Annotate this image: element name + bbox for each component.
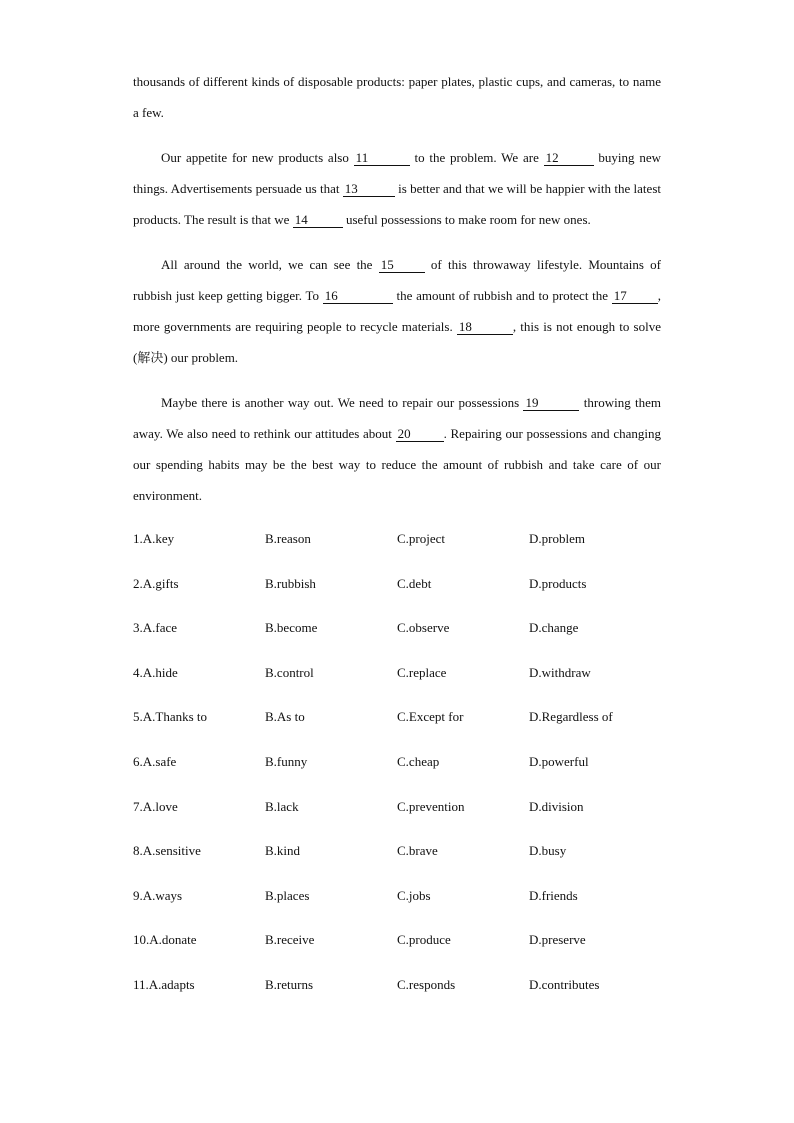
option-b: B.become	[265, 620, 318, 636]
question-6-options	[133, 748, 661, 793]
passage-text: is better and that we will be happier with the latest products. The result is that we	[133, 181, 661, 227]
passage-text: useful possessions to make room for new ones.	[342, 212, 591, 227]
option-b: B.receive	[265, 932, 315, 948]
option-c: C.responds	[397, 976, 456, 992]
option-c: C.prevention	[397, 798, 465, 814]
blank-14: 14	[293, 213, 343, 228]
option-b: B.reason	[265, 531, 311, 546]
option-a: 7.A.love	[133, 798, 178, 814]
option-a: 4.A.hide	[133, 664, 178, 680]
passage-text: the amount of rubbish and to protect the	[392, 288, 612, 303]
option-c: C.brave	[397, 843, 438, 859]
question-2-options	[133, 570, 661, 615]
option-d: D.products	[529, 575, 587, 591]
question-11-options	[133, 971, 661, 1016]
option-b: B.control	[265, 664, 314, 680]
passage-text: , this is not enough to solve (解决) our problem.	[133, 319, 661, 365]
passage-text: . Repairing our possessions and changing our spending habits may be the best way to reduce the amount of rubbish and take care of our environment.	[133, 426, 661, 503]
question-5-options	[133, 703, 661, 748]
question-3-options	[133, 614, 661, 659]
option-d: D.Regardless of	[529, 709, 613, 725]
option-a: 3.A.face	[133, 620, 178, 636]
option-c: C.cheap	[397, 753, 440, 769]
option-a: 11.A.adapts	[133, 976, 195, 992]
question-8-options	[133, 837, 661, 882]
passage-text: Maybe there is another way out. We need to repair our possessions	[161, 395, 524, 410]
passage-text: thousands of different kinds of disposable products: paper plates, plastic cups, and cameras, to name a few.	[133, 74, 661, 120]
option-b: B.rubbish	[265, 575, 316, 591]
passage	[133, 66, 661, 511]
option-a: 9.A.ways	[133, 887, 183, 903]
question-10-options	[133, 926, 661, 971]
document-page	[133, 66, 661, 1016]
passage-paragraph	[133, 387, 661, 511]
question-9-options	[133, 882, 661, 927]
passage-paragraph	[133, 249, 661, 373]
option-c: C.project	[397, 531, 446, 546]
passage-text: of this throwaway lifestyle. Mountains of rubbish just keep getting bigger. To	[133, 257, 661, 303]
question-7-options	[133, 793, 661, 838]
option-b: B.funny	[265, 753, 308, 769]
passage-text: buying new things. Advertisements persuade us that	[133, 150, 662, 196]
passage-text: to the problem. We are	[409, 150, 544, 165]
option-d: D.contributes	[529, 976, 600, 992]
option-d: D.preserve	[529, 932, 586, 948]
option-d: D.powerful	[529, 753, 589, 769]
option-d: D.division	[529, 798, 584, 814]
option-b: B.As to	[265, 709, 305, 725]
blank-13: 13	[343, 182, 395, 197]
blank-16: 16	[323, 289, 393, 304]
option-c: C.replace	[397, 664, 447, 680]
option-b: B.returns	[265, 976, 314, 992]
option-a: 8.A.sensitive	[133, 843, 201, 859]
option-c: C.debt	[397, 575, 432, 591]
option-b: B.lack	[265, 798, 299, 814]
option-a: 10.A.donate	[133, 932, 197, 948]
option-a: 6.A.safe	[133, 753, 177, 769]
option-a: 1.A.key	[133, 531, 175, 546]
blank-20: 20	[396, 427, 444, 442]
blank-18: 18	[457, 320, 513, 335]
passage-paragraph	[133, 66, 661, 128]
option-d: D.change	[529, 620, 579, 636]
blank-15: 15	[379, 258, 425, 273]
option-d: D.problem	[529, 531, 585, 546]
option-c: C.produce	[397, 932, 451, 948]
blank-17: 17	[612, 289, 658, 304]
blank-12: 12	[544, 151, 594, 166]
answer-options	[133, 525, 661, 1016]
option-c: C.jobs	[397, 887, 431, 903]
option-a: 5.A.Thanks to	[133, 709, 208, 725]
option-c: C.Except for	[397, 709, 464, 725]
passage-paragraph	[133, 142, 661, 235]
passage-text: All around the world, we can see the	[161, 257, 379, 272]
option-d: D.friends	[529, 887, 578, 903]
option-b: B.places	[265, 887, 310, 903]
option-d: D.withdraw	[529, 664, 591, 680]
blank-19: 19	[523, 396, 579, 411]
passage-text: , more governments are requiring people to recycle materials.	[133, 288, 661, 334]
passage-text: throwing them away. We also need to rethink our attitudes about	[133, 395, 662, 441]
passage-text: Our appetite for new products also	[161, 150, 354, 165]
blank-11: 11	[354, 151, 410, 166]
option-c: C.observe	[397, 620, 450, 636]
question-4-options	[133, 659, 661, 704]
option-d: D.busy	[529, 843, 567, 859]
option-a: 2.A.gifts	[133, 575, 179, 591]
question-1-options	[133, 525, 661, 570]
option-b: B.kind	[265, 843, 301, 859]
